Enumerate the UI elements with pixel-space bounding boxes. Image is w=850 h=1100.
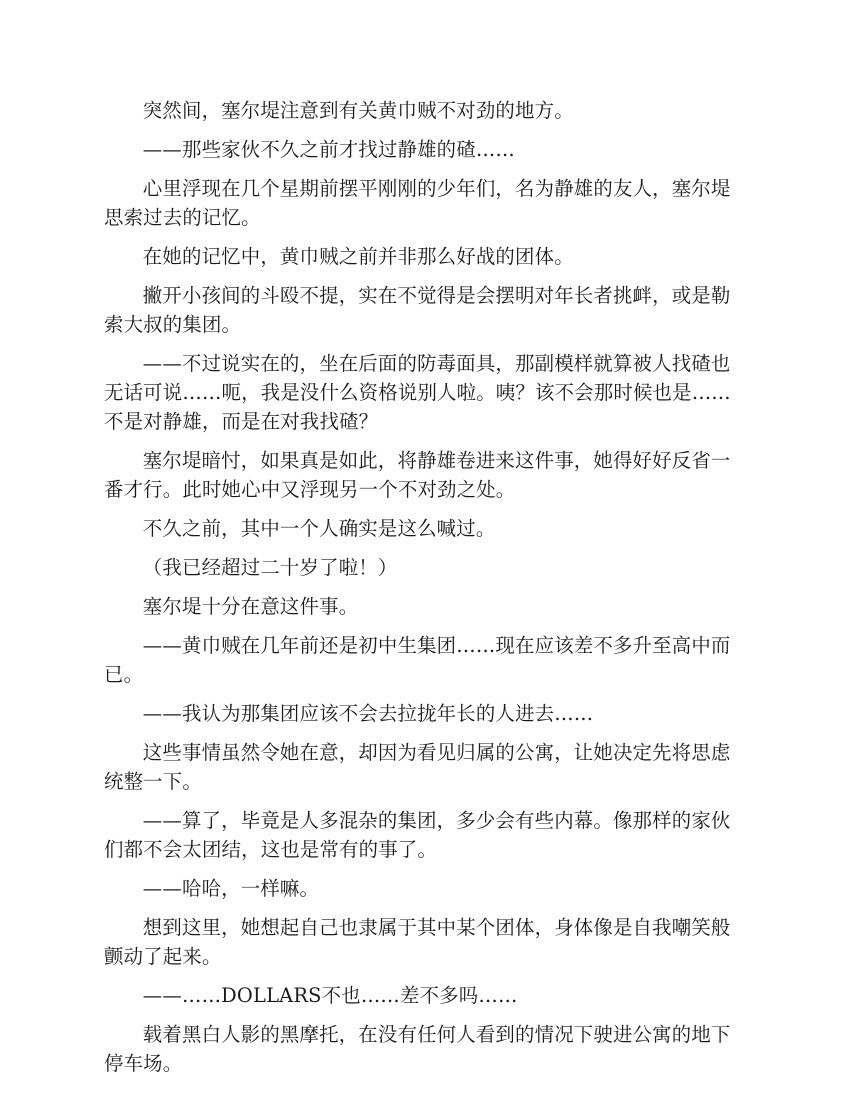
paragraph: ——我认为那集团应该不会去拉拢年长的人进去…… — [142, 702, 594, 725]
paragraph: ——算了，毕竟是人多混杂的集团，多少会有些内幕。像那样的家伙们都不会太团结，这也是常有的事了。 — [104, 809, 731, 861]
paragraph: ——哈哈，一样嘛。 — [142, 877, 320, 900]
document-page — [104, 96, 747, 1088]
paragraph: 塞尔堤十分在意这件事。 — [142, 595, 359, 618]
paragraph: 在她的记忆中，黄巾贼之前并非那么好战的团体。 — [142, 245, 574, 268]
paragraph: ——那些家伙不久之前才找过静雄的碴…… — [142, 138, 516, 161]
paragraph: ——……DOLLARS不也……差不多吗…… — [142, 984, 518, 1007]
paragraph: 这些事情虽然令她在意，却因为看见归属的公寓，让她决定先将思虑统整一下。 — [104, 741, 731, 793]
paragraph: 心里浮现在几个星期前摆平刚刚的少年们，名为静雄的友人，塞尔堤思索过去的记忆。 — [104, 177, 731, 229]
paragraph: 想到这里，她想起自己也隶属于其中某个团体，身体像是自我嘲笑般颤动了起来。 — [104, 916, 731, 968]
paragraph: 撇开小孩间的斗殴不提，实在不觉得是会摆明对年长者挑衅，或是勒索大叔的集团。 — [104, 284, 731, 336]
paragraph: 塞尔堤暗忖，如果真是如此，将静雄卷进来这件事，她得好好反省一番才行。此时她心中又浮现另一个不对劲之处。 — [104, 449, 731, 501]
paragraph: 不久之前，其中一个人确实是这么喊过。 — [142, 517, 496, 540]
paragraph: 突然间，塞尔堤注意到有关黄巾贼不对劲的地方。 — [142, 99, 574, 122]
paragraph: ——不过说实在的，坐在后面的防毒面具，那副模样就算被人找碴也无话可说……呃，我是没什么资格说别人啦。咦？该不会那时候也是……不是对静雄，而是在对我找碴？ — [104, 352, 731, 433]
paragraph: （我已经超过二十岁了啦！） — [142, 556, 398, 579]
paragraph: 载着黑白人影的黑摩托，在没有任何人看到的情况下驶进公寓的地下停车场。 — [104, 1023, 731, 1075]
paragraph: ——黄巾贼在几年前还是初中生集团……现在应该差不多升至高中而已。 — [104, 634, 731, 686]
